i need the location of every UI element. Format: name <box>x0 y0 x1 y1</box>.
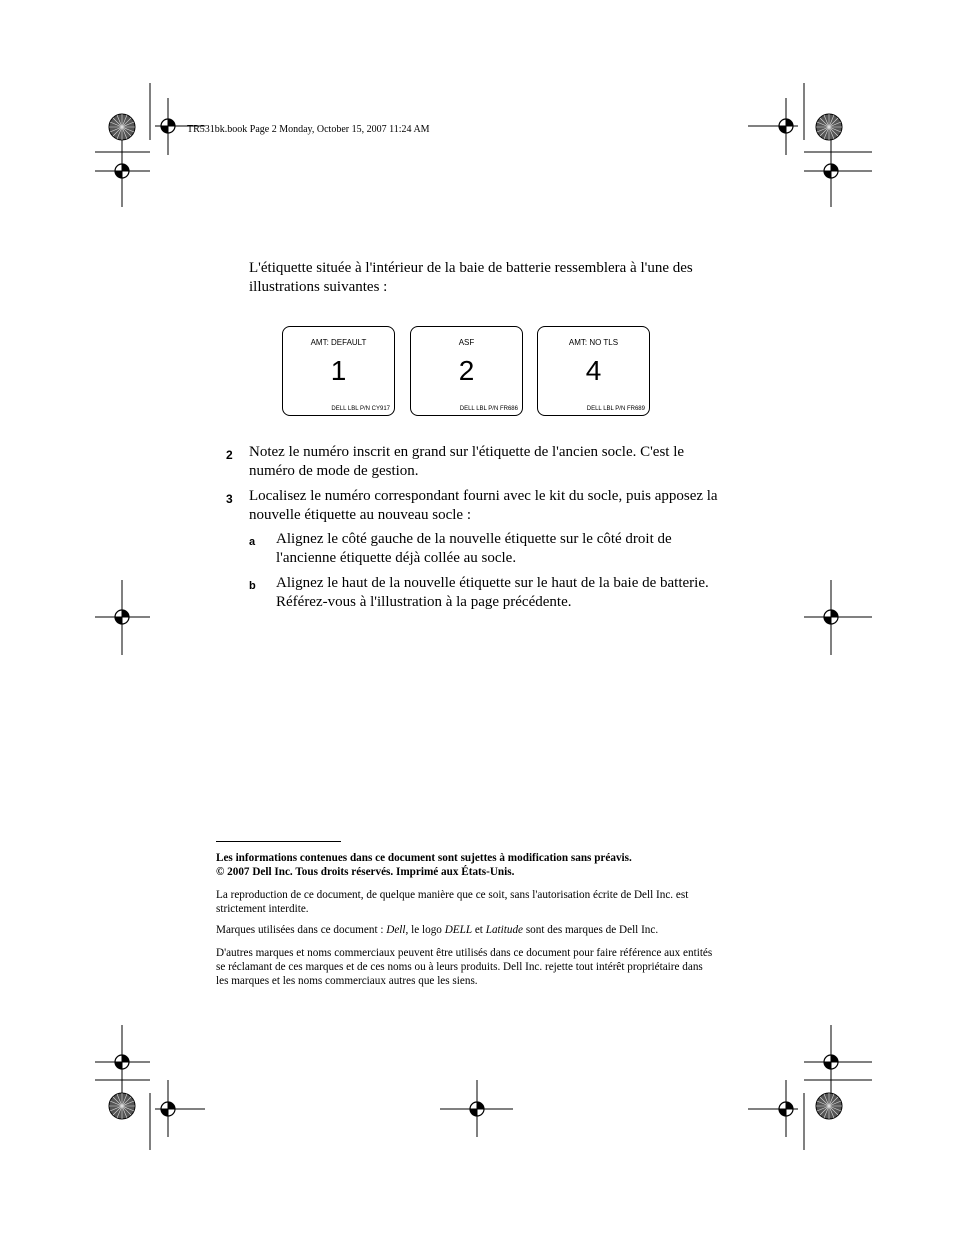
intro-paragraph: L'étiquette située à l'intérieur de la baie de batterie ressemblera à l'une des illustrations suivantes : <box>249 260 693 295</box>
label-mode-text: AMT: DEFAULT <box>310 338 367 347</box>
substep-text: Alignez le côté gauche de la nouvelle étiquette sur le côté droit de l'ancienne étiquette déjà collée au socle. <box>276 531 672 566</box>
label-part-number: DELL LBL P/N FR689 <box>586 406 645 412</box>
trademark-dell-logo: DELL <box>444 924 473 936</box>
footer-other-trademarks: D'autres marques et noms commerciaux peuvent être utilisés dans ce document pour faire référence aux entités se réclamant de ces marques et de ces noms ou à leurs produits. Dell Inc. rejette tout intérêt propriétaire dans les marques et les noms commerciaux autres que les siens. <box>216 947 713 987</box>
footer-notice-line-1: Les informations contenues dans ce document sont sujettes à modification sans préavis. <box>216 852 632 864</box>
trademark-text: Marques utilisées dans ce document : <box>216 924 387 936</box>
label-part-number: DELL LBL P/N CY917 <box>331 406 390 412</box>
trademark-text: , le logo <box>405 924 445 936</box>
trademark-latitude: Latitude <box>485 924 524 936</box>
label-illustration-2 <box>410 326 523 416</box>
print-header: TR531bk.book Page 2 Monday, October 15, 2007 11:24 AM <box>187 124 430 135</box>
label-mode-number: 4 <box>585 355 602 386</box>
substep-letter: a <box>249 536 256 548</box>
trademark-dell: Dell <box>386 924 406 936</box>
label-illustration-4 <box>537 326 650 416</box>
footer-reproduction: La reproduction de ce document, de quelque manière que ce soit, sans l'autorisation écrite de Dell Inc. est strictement interdite. <box>216 889 689 915</box>
label-mode-number: 2 <box>458 355 475 386</box>
step-text: Notez le numéro inscrit en grand sur l'étiquette de l'ancien socle. C'est le numéro de mode de gestion. <box>249 444 685 479</box>
footer-divider <box>216 841 341 842</box>
step-number: 3 <box>226 492 233 506</box>
label-illustration-1 <box>282 326 395 416</box>
label-mode-text: AMT: NO TLS <box>568 338 619 347</box>
footer-notice-line-2: © 2007 Dell Inc. Tous droits réservés. Imprimé aux États-Unis. <box>216 866 515 878</box>
step-text: Localisez le numéro correspondant fourni avec le kit du socle, puis apposez la nouvelle étiquette au nouveau socle : <box>249 488 718 523</box>
label-mode-text: ASF <box>458 338 475 347</box>
substep-letter: b <box>249 580 256 592</box>
trademark-text: et <box>472 924 486 936</box>
footer-trademarks <box>216 923 716 937</box>
step-number: 2 <box>226 448 233 462</box>
footer-notice <box>216 851 716 879</box>
substep-text: Alignez le haut de la nouvelle étiquette sur le haut de la baie de batterie. Référez-vous à l'illustration à la page précédente. <box>276 575 709 610</box>
label-mode-number: 1 <box>330 355 347 386</box>
label-part-number: DELL LBL P/N FR686 <box>459 406 518 412</box>
trademark-text: sont des marques de Dell Inc. <box>523 924 659 936</box>
